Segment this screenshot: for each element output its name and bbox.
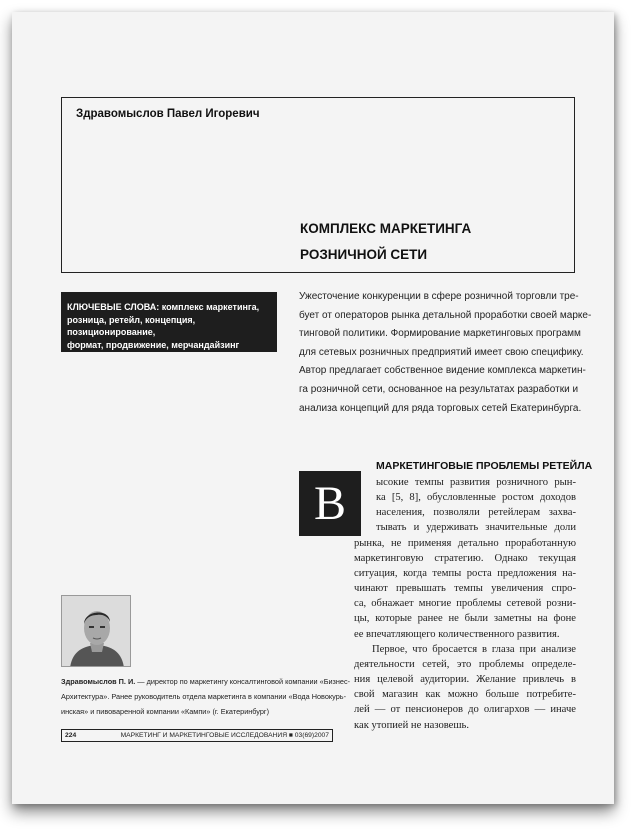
bio-line: инская» и пивоваренной компании «Кампи» (г. Екатеринбург) xyxy=(61,707,270,716)
body-line: населения, позволяли ретейлерам захва- xyxy=(376,507,576,519)
abstract-line: га розничной сети, основанное на результатах разработки и xyxy=(299,383,579,395)
body-line: ка [5, 8], обусловленные ростом доходов xyxy=(376,492,576,504)
body-line: тывать и удерживать значительные доли xyxy=(376,522,576,534)
body-line: Первое, что бросается в глаза при анализе xyxy=(372,643,576,655)
body-line: как утопией не назовешь. xyxy=(354,719,470,731)
author-photo xyxy=(61,595,131,667)
body-line: ситуация, когда темпы роста предложения на- xyxy=(354,567,576,579)
body-line: лей — от пенсионеров до олигархов — иначе xyxy=(354,704,576,716)
abstract-line: анализа концепций для ряда торговых сетей Екатеринбурга. xyxy=(299,402,582,414)
abstract-line: Автор предлагает собственное видение комплекса маркетин- xyxy=(299,365,586,377)
keywords-line: формат, продвижение, мерчандайзинг xyxy=(67,339,240,350)
keywords-line: КЛЮЧЕВЫЕ СЛОВА: комплекс маркетинга, xyxy=(67,302,260,312)
body-line: цы, которые ранее не были заметны на фоне xyxy=(354,613,576,625)
keywords-line: розница, ретейл, концепция, позиционирование, xyxy=(67,314,196,337)
abstract xyxy=(299,288,592,418)
bio-name: Здравомыслов П. И. xyxy=(61,677,136,686)
body-line: маркетинговую стратегию. Однако текущая xyxy=(354,552,576,564)
header-box xyxy=(61,97,575,273)
body-text xyxy=(354,475,576,733)
journal-page xyxy=(12,12,614,804)
title-line-2: РОЗНИЧНОЙ СЕТИ xyxy=(300,247,428,262)
body-line: са, обнажает многие проблемы сетевой розни- xyxy=(354,598,576,610)
body-line: ысокие темпы развития розничного рын- xyxy=(376,477,576,488)
abstract-line: Ужесточение конкуренции в сфере розничной торговли тре- xyxy=(299,291,579,302)
abstract-line: для сетевых розничных предприятий имеет свою специфику. xyxy=(299,346,584,358)
bio-line: Архитектура». Ранее руководитель отдела маркетинга в компании «Вода Новокурь- xyxy=(61,692,347,701)
page-number: 224 xyxy=(65,732,77,739)
bio-line: — директор по маркетингу консалтинговой компании «Бизнес- xyxy=(135,677,351,686)
abstract-line: бует от операторов рынка детальной проработки своей марке- xyxy=(299,309,592,321)
body-line: деятельности сетей, это проблемы определе- xyxy=(354,658,576,670)
author-portrait-image xyxy=(62,596,131,667)
body-line: чинают превышать темпы увеличения спро- xyxy=(354,583,576,595)
abstract-line: тинговой политики. Формирование маркетинговых программ xyxy=(299,328,581,340)
title-line-1: КОМПЛЕКС МАРКЕТИНГА xyxy=(300,221,472,236)
body-line: ее впечатляющего количественного развития. xyxy=(354,628,560,640)
body-line: ния целевой аудитории. Желание привлечь в xyxy=(354,674,576,686)
author-bio xyxy=(61,674,351,719)
keywords-box xyxy=(61,292,277,352)
section-title: МАРКЕТИНГОВЫЕ ПРОБЛЕМЫ РЕТЕЙЛА xyxy=(376,460,593,472)
article-title xyxy=(300,216,471,268)
page-footer xyxy=(61,729,333,742)
journal-name: МАРКЕТИНГ И МАРКЕТИНГОВЫЕ ИССЛЕДОВАНИЯ ■ 03(69)2007 xyxy=(120,732,329,739)
body-line: рынка, не применяя детально проработанную xyxy=(354,537,576,549)
drop-cap: В xyxy=(299,471,361,536)
body-line: свой магазин как можно больше потребите- xyxy=(354,689,576,701)
author-name: Здравомыслов Павел Игоревич xyxy=(76,108,260,120)
